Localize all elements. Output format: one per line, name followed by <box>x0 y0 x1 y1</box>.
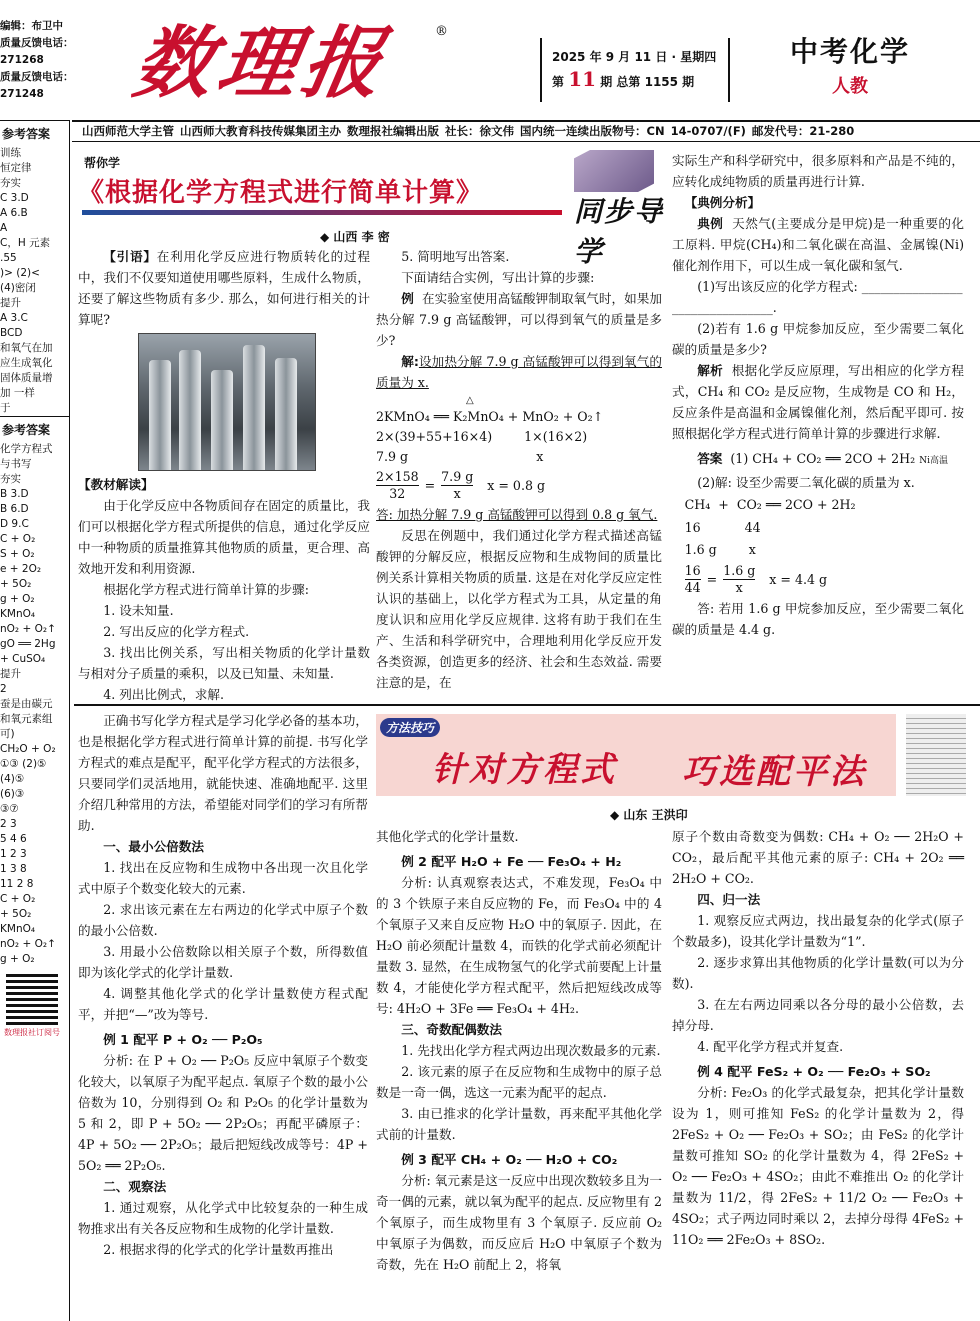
contact-line: 271248 <box>0 88 44 100</box>
analysis-text: 根据化学反应原理，写出相应的化学方程式，CH₄ 和 CO₂ 是反应物，生成物是 CO 和 H₂，反应条件是高温和金属镍催化剂，然后配平即可. 按照根据化学方程式进行简单计算的步骤进行求解. <box>672 363 965 441</box>
equation-line: 2KMnO₄ ══ K₂MnO₄ + MnO₂ + O₂↑ <box>376 409 604 424</box>
sidebar-line: B 6.D <box>0 503 29 515</box>
sidebar-line: 于 <box>0 402 11 414</box>
sidebar-line: S + O₂ <box>0 548 35 560</box>
answer-final: 答: 若用 1.6 g 甲烷参加反应，至少需要二氧化碳的质量是 4.4 g. <box>672 601 964 637</box>
sidebar-line: 训练 <box>0 147 21 159</box>
frac-num: 16 <box>684 563 701 578</box>
sidebar-line: C + O₂ <box>0 533 36 545</box>
article2-title-b: 巧选配平法 <box>682 752 867 792</box>
sidebar-line: 应生成氧化 <box>0 357 53 369</box>
method-item: 3. 用最小公倍数除以相关原子个数，所得数值即为该化学式的化学计量数. <box>78 944 368 980</box>
sidebar-line: g + O₂ <box>0 593 35 605</box>
registered-mark: ® <box>435 24 448 39</box>
frac-den: 44 <box>684 580 701 595</box>
method-item: 2. 逐步求算出其他物质的化学计量数(可以为分数). <box>672 955 964 991</box>
step-item: 1. 设未知量. <box>103 603 174 618</box>
sidebar-line: + CuSO₄ <box>0 653 46 665</box>
example-text: 在实验室使用高锰酸钾制取氧气时，如果加热分解 7.9 g 高锰酸钾，可以得到氧气的质量是多少? <box>376 291 663 348</box>
reflection-text: 反思在例题中，我们通过化学方程式描述高锰酸钾的分解反应，根据反应物和生成物间的质量比例关系计算相关物质的质量. 这是在对化学反应定性认识的基础上，以化学方程式为工具，从定量的角度认识和应用化学反应规律. 这将有助于我们在生产、生活和科学研究中，合理地利用化学反应开发各类资源，创造更多的经济、社会和生态效益. 需要注意的是，在 <box>376 528 662 690</box>
article1-col2 <box>376 246 662 702</box>
step-item: 4. 列出比例式，求解. <box>103 687 224 702</box>
issue-date: 2025 年 9 月 11 日 · 星期四 <box>552 50 717 64</box>
answer-row: 1.6 g x <box>684 542 756 557</box>
sidebar-line: BCD <box>0 327 23 339</box>
continued-text: 其他化学式的化学计量数. <box>376 829 519 844</box>
example-analysis: 分析: 氧元素是这一反应中出现次数较多且为一奇一偶的元素，就以氧为配平的起点. 反应物里有 2 个氧原子，而生成物里有 3 个氧原子. 反应前 O₂ 中氧原子为偶数，而反应后 H₂O 中氧原子个数为奇数，先在 H₂O 前配上 2，将氧 <box>376 1173 662 1272</box>
article2-title-a: 针对方程式 <box>432 750 617 790</box>
question-1: (1)写出该反应的化学方程式: ________________ <box>697 279 963 294</box>
example-label: 例 <box>401 291 414 306</box>
method-item: 3. 在左右两边同乘以各分母的最小公倍数，去掉分母. <box>672 997 964 1033</box>
reaction-condition: 高温 <box>930 456 949 466</box>
sidebar-line: KMnO₄ <box>0 608 36 620</box>
answer-row: 16 44 <box>684 520 761 535</box>
issue-info <box>540 38 730 102</box>
sidebar-line: B 3.D <box>0 488 29 500</box>
frac-den: x <box>735 580 743 595</box>
analysis-label: 解析 <box>697 363 724 378</box>
reaction-catalyst: Ni <box>919 456 930 466</box>
answer-sidebar <box>0 120 70 1321</box>
issue-total: 期 总第 1155 期 <box>600 75 695 89</box>
sidebar-line: KMnO₄ <box>0 923 36 935</box>
example-title: 例 3 配平 CH₄ + O₂ ── H₂O + CO₂ <box>401 1152 618 1167</box>
proportion: $\frac{2\times 158}{32}$ = $\frac{7.9 g}{x}$ x = 0.8 g <box>376 469 546 501</box>
article2-col1 <box>78 710 368 1310</box>
example-analysis: 分析: 认真观察表达式，不难发现，Fe₃O₄ 中的 3 个铁原子来自反应物的 Fe，而 Fe₃O₄ 中的 4 个氧原子又来自反应物 H₂O 中的氧原子. 因此，在 H₂O 前必须配计量数 4，而铁的化学式前必须配计量数 3. 显然，在生成物氢气的化学式前要配上计量数 4，才能使化学方程式配平，然后把短线改成等号: 4H₂O + 3Fe ══ Fe₃O₄ + 4H₂. <box>376 875 662 1016</box>
sidebar-line: 提升 <box>0 668 21 680</box>
article1-title: 《根据化学方程式进行简单计算》 <box>78 178 484 208</box>
article1-intro <box>78 246 370 334</box>
sidebar-line: (4)⑤ <box>0 773 25 785</box>
sidebar-line: ③⑦ <box>0 803 19 815</box>
answer-text: 答: 加热分解 7.9 g 高锰酸钾可以得到 0.8 g 氧气. <box>376 507 658 522</box>
method-item: 2. 该元素的原子在反应物和生成物中的原子总数是一奇一偶，选这一元素为配平的起点. <box>376 1064 662 1100</box>
example-title: 例 1 配平 P + O₂ ── P₂O₅ <box>103 1032 263 1047</box>
section-divider <box>74 704 980 706</box>
method-item: 4. 调整其他化学式的化学计量数使方程式配平，并把“—”改为等号. <box>78 986 368 1022</box>
sidebar-heading: 参考答案 <box>0 120 69 146</box>
equation-line: 7.9 g x <box>376 449 544 464</box>
frac-num: 7.9 g <box>441 469 474 484</box>
book-stack-icon <box>906 714 966 796</box>
sidebar-line: (6)③ <box>0 788 25 800</box>
sidebar-line: g + O₂ <box>0 953 35 965</box>
sidebar-line: 和氧气在加 <box>0 342 53 354</box>
sidebar-line: 加 一样 <box>0 387 35 399</box>
answer-equation: CH₄ + CO₂ ══ 2CO + 2H₂ <box>684 497 856 512</box>
sidebar-line: nO₂ + O₂↑ <box>0 938 56 950</box>
intro-label: 【引语】 <box>103 249 157 264</box>
article2-col3 <box>672 826 964 1310</box>
edition-title: 中考化学 <box>789 35 910 68</box>
masthead-contact <box>0 0 74 118</box>
sidebar-heading: 参考答案 <box>0 416 69 442</box>
sidebar-line: 5 4 6 <box>0 833 27 845</box>
step-item: 5. 简明地写出答案. <box>401 249 510 264</box>
sidebar-line: + 5O₂ <box>0 578 32 590</box>
solution-label: 解: <box>401 354 419 369</box>
example-intro: 下面请结合实例，写出计算的步骤: <box>401 270 595 285</box>
teach-paragraph: 根据化学方程式进行简单计算的步骤: <box>103 582 309 597</box>
publisher-bar: 山西师范大学主管 山西师大教育科技传媒集团主办 数理报社编辑出版 社长：徐文伟 国内统一连续出版物号：CN 14-0707/(F) 邮发代号：21-280 <box>72 120 980 142</box>
sidebar-line: 化学方程式 <box>0 443 53 455</box>
method-item: 1. 先找出化学方程式两边出现次数最多的元素. <box>401 1043 661 1058</box>
sidebar-line: 和氧元素组 <box>0 713 53 725</box>
contact-line: 质量反馈电话： <box>0 37 74 49</box>
sidebar-line: + 5O₂ <box>0 908 32 920</box>
sidebar-line: 1 2 3 <box>0 848 27 860</box>
sidebar-line: 固体质量增 <box>0 372 53 384</box>
sidebar-line: 与书写 <box>0 458 32 470</box>
frac-num: 2×158 <box>376 469 419 484</box>
issue-label: 第 <box>552 75 565 89</box>
answer-label: 答案 <box>697 451 723 466</box>
frac-den: x <box>453 486 461 501</box>
sidebar-line: C + O₂ <box>0 893 36 905</box>
logo-text: 数理报 <box>127 18 396 109</box>
intro-text: 在利用化学反应进行物质转化的过程中，我们不仅要知道使用哪些原料，生成什么物质，还要了解这些物质有多少. 那么，如何进行相关的计算呢? <box>78 249 371 327</box>
article2-author: ◆ 山东 王洪印 <box>610 808 688 822</box>
example-analysis: 分析: Fe₂O₃ 的化学式最复杂，把其化学计量数设为 1，则可推知 FeS₂ 的化学计量数为 2，得 2FeS₂ + O₂ ── Fe₂O₃ + SO₂；由 FeS₂ 的化学计量数可推知 SO₂ 的化学计量数为 4，得 2FeS₂ + O₂ ── Fe₂O₃ + 4SO₂；由此不难推出 O₂ 的化学计量数为 11/2，得 2FeS₂ + 11/2 O₂ ── Fe₂O₃ + 4SO₂；式子两边同时乘以 2，去掉分母得 4FeS₂ + 11O₂ ══ 2Fe₂O₃ + 8SO₂. <box>672 1085 964 1247</box>
contact-line: 271268 <box>0 54 44 66</box>
section-title: 一、最小公倍数法 <box>103 839 204 854</box>
sidebar-line: A 3.C <box>0 312 28 324</box>
method-item: 1. 观察反应式两边，找出最复杂的化学式(原子个数最多)，设其化学计量数为“1”. <box>672 913 964 949</box>
article1-tag: 同步导学 <box>574 195 665 268</box>
question-2: (2)若有 1.6 g 甲烷参加反应，至少需要二氧化碳的质量是多少? <box>672 321 964 357</box>
section-title: 三、奇数配偶数法 <box>401 1022 502 1037</box>
method-item: 4. 配平化学方程式并复查. <box>697 1039 844 1054</box>
equation-condition: △ <box>466 395 474 406</box>
sidebar-line: 1 3 8 <box>0 863 27 875</box>
article1-col1 <box>78 474 370 702</box>
sidebar-line: 2 3 <box>0 818 17 830</box>
answer-1: (1) CH₄ + CO₂ ══ 2CO + 2H₂ <box>730 451 916 466</box>
teach-label: 【教材解读】 <box>78 477 154 492</box>
solution-text: 设加热分解 7.9 g 高锰酸钾可以得到氧气的质量为 x. <box>376 354 662 390</box>
article1-kicker: 帮你学 <box>84 156 121 170</box>
article1-col3 <box>672 150 964 702</box>
typical-label: 【典例分析】 <box>684 195 761 210</box>
contact-line: 编辑：布卫中 <box>0 20 63 32</box>
frac-den: 32 <box>389 486 406 501</box>
example-title: 例 4 配平 FeS₂ + O₂ ── Fe₂O₃ + SO₂ <box>697 1064 931 1079</box>
method-item: 1. 找出在反应物和生成物中各出现一次且化学式中原子个数变化较大的元素. <box>78 860 368 896</box>
edition-info <box>760 30 940 98</box>
section-title: 四、归一法 <box>697 892 761 907</box>
method-item: 2. 根据求得的化学式的化学计量数再推出 <box>103 1242 334 1257</box>
step-item: 3. 找出比例关系，写出相关物质的化学计量数与相对分子质量的乘积，以及已知量、未知量. <box>78 645 370 681</box>
continued-text: 实际生产和科学研究中，很多原料和产品是不纯的，应转化成纯物质的质量再进行计算. <box>672 153 964 189</box>
contact-line: 质量反馈电话： <box>0 71 74 83</box>
equation-line: 2×(39+55+16×4) 1×(16×2) <box>376 429 588 444</box>
sidebar-line: ①③ (2)⑤ <box>0 758 47 770</box>
continued-text: 原子个数由奇数变为偶数: CH₄ + O₂ ── 2H₂O + CO₂，最后配平其他元素的原子: CH₄ + 2O₂ ══ 2H₂O + CO₂. <box>672 829 964 886</box>
sidebar-line: 蚕是由碳元 <box>0 698 53 710</box>
sidebar-line: C 3.D <box>0 192 29 204</box>
sidebar-line: 11 2 8 <box>0 878 34 890</box>
frac-result: x = 0.8 g <box>487 477 546 493</box>
method-item: 3. 由已推求的化学计量数，再来配平其他化学式前的计量数. <box>376 1106 662 1142</box>
title-underline <box>82 210 562 215</box>
answer-2: (2)解: 设至少需要二氧化碳的质量为 x. <box>697 475 915 490</box>
typical-example-text: 天然气(主要成分是甲烷)是一种重要的化工原料. 甲烷(CH₄)和二氧化碳在高温、金属镍(Ni)催化剂作用下，可以生成一氧化碳和氢气. <box>672 216 965 273</box>
qr-code-icon[interactable] <box>6 973 58 1025</box>
frac-result: x = 4.4 g <box>769 571 828 587</box>
article2-tip: 方法技巧 <box>380 718 440 737</box>
newspaper-logo <box>127 14 465 114</box>
sidebar-line: 2 <box>0 683 7 695</box>
sidebar-block <box>0 146 69 416</box>
sidebar-line: gO ══ 2Hg <box>0 638 56 650</box>
issue-number: 11 <box>568 67 597 91</box>
section-title: 二、观察法 <box>103 1179 167 1194</box>
example-title: 例 2 配平 H₂O + Fe ── Fe₃O₄ + H₂ <box>401 854 622 869</box>
edition-version: 人教 <box>832 76 868 97</box>
step-item: 2. 写出反应的化学方程式. <box>103 624 250 639</box>
qr-label: 数理报社订阅号 <box>4 1028 60 1037</box>
article1-author: ◆ 山西 李 密 <box>320 230 390 244</box>
sidebar-line: .55 <box>0 252 17 264</box>
sidebar-line: )> (2)< <box>0 267 40 279</box>
answer-proportion: $\frac{16}{44}$ = $\frac{1.6 g}{x}$ x = 4.4 g <box>684 563 828 595</box>
article2-banner <box>376 714 976 804</box>
question-1-blank: ________________. <box>672 300 777 315</box>
sidebar-line: 夯实 <box>0 177 21 189</box>
sidebar-line: 可) <box>0 728 15 740</box>
sidebar-line: A 6.B <box>0 207 28 219</box>
sidebar-line: (4)密闭 <box>0 282 36 294</box>
sidebar-line: 恒定律 <box>0 162 32 174</box>
typical-example-label: 典例 <box>697 216 724 231</box>
sidebar-line: 提升 <box>0 297 21 309</box>
example-analysis: 分析: 在 P + O₂ ── P₂O₅ 反应中氧原子个数变化较大，以氧原子为配平起点. 氧原子个数的最小公倍数为 10，分别得到 O₂ 和 P₂O₅ 的化学计量数为 5 和 2，即 P + 5O₂ ── 2P₂O₅；再配平磷原子：4P + 5O₂ ── 2P₂O₅；最后把短线改成等号：4P + 5O₂ ══ 2P₂O₅. <box>78 1053 368 1173</box>
sidebar-line: D 9.C <box>0 518 29 530</box>
method-item: 2. 求出该元素在左右两边的化学式中原子个数的最小公倍数. <box>78 902 368 938</box>
frac-num: 1.6 g <box>723 563 756 578</box>
sidebar-line: nO₂ + O₂↑ <box>0 623 56 635</box>
sidebar-line: 夯实 <box>0 473 21 485</box>
sidebar-line: A <box>0 222 8 234</box>
article2-intro: 正确书写化学方程式是学习化学必备的基本功，也是根据化学方程式进行简单计算的前提. 书写化学方程式的难点是配平，配平化学方程式的方法很多，只要同学们灵活地用，就能快速、准确地配平. 这里介绍几种常用的方法，希望能对同学们的学习有所帮助. <box>78 713 368 833</box>
sidebar-line: CH₂O + O₂ <box>0 743 56 755</box>
sidebar-line: e + 2O₂ <box>0 563 42 575</box>
sidebar-block <box>0 442 69 967</box>
article2-col2 <box>376 826 662 1310</box>
method-item: 1. 通过观察，从化学式中比较复杂的一种生成物推求出有关各反应物和生成物的化学计量数. <box>78 1200 368 1236</box>
sidebar-line: C，H 元素 <box>0 237 51 249</box>
cube-graphic-icon <box>574 150 654 192</box>
teach-paragraph: 由于化学反应中各物质间存在固定的质量比，我们可以根据化学方程式所提供的信息，通过化学反应中一种物质的质量推算其他物质的质量，更合理、高效地开发和利用资源. <box>78 498 370 576</box>
factory-photo <box>138 333 316 471</box>
